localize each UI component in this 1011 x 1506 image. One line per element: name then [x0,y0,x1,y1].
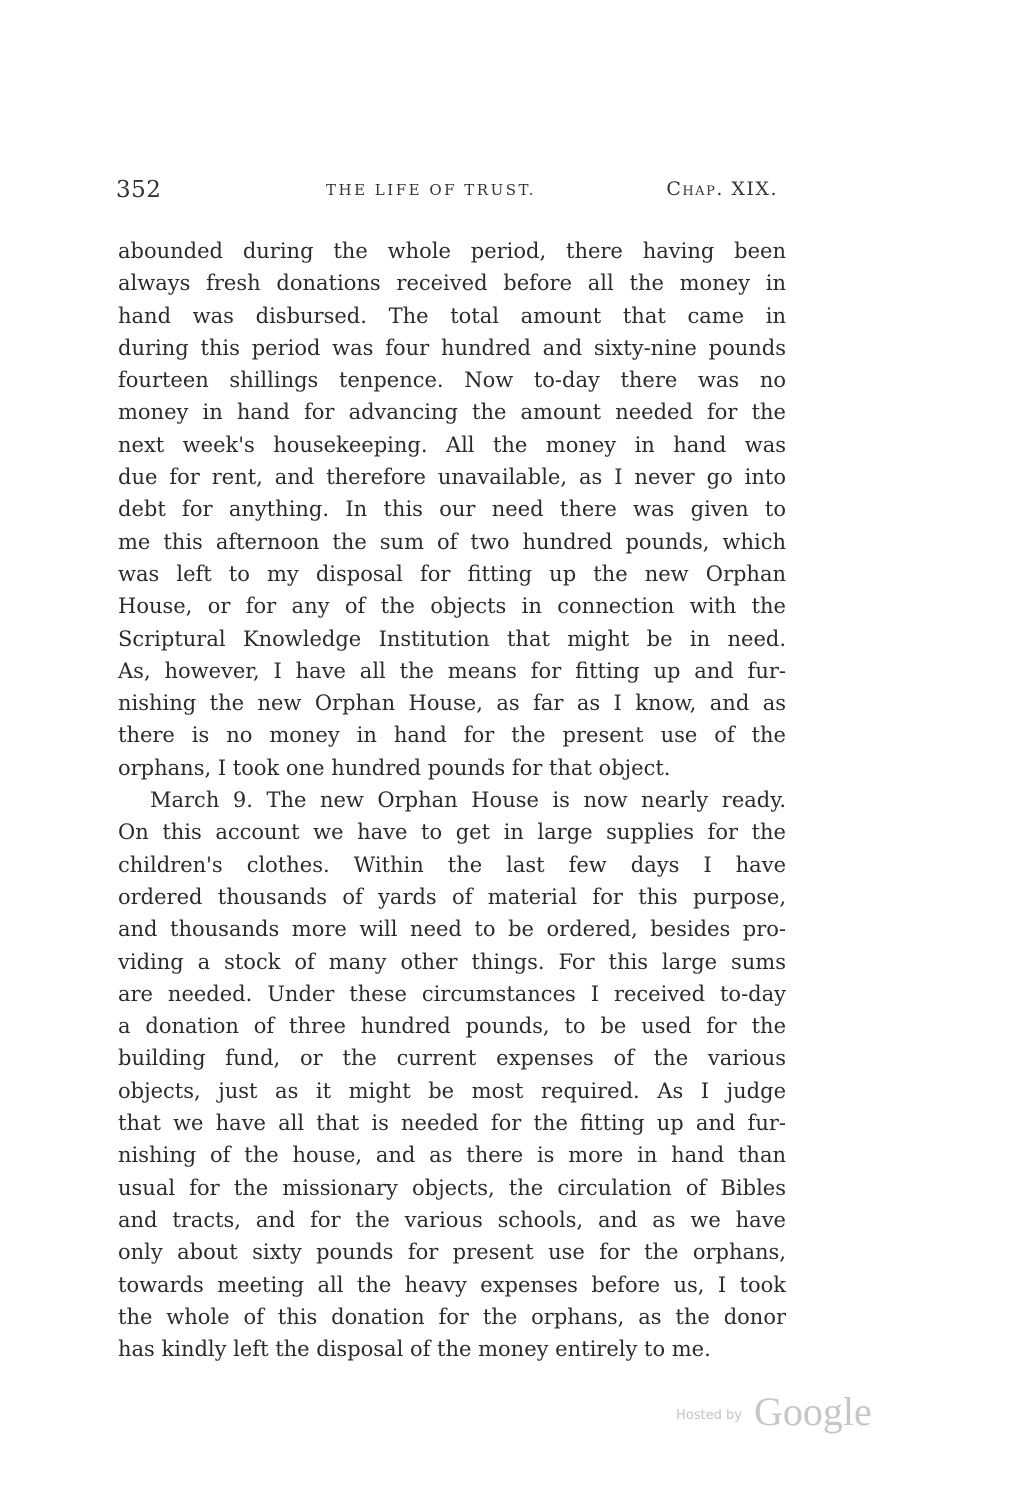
text-line: me this afternoon the sum of two hundred pounds, which [118,529,786,554]
text-line: only about sixty pounds for present use for the orphans, [118,1240,786,1265]
text-line: As, however, I have all the means for fitting up and fur- [118,658,786,683]
text-line: nishing of the house, and as there is more in hand than [118,1143,786,1168]
text-line: there is no money in hand for the present use of the [118,723,786,748]
text-line: ordered thousands of yards of material for this purpose, [118,884,786,909]
text-line: usual for the missionary objects, the circulation of Bibles [118,1175,786,1200]
page-number: 352 [116,177,162,203]
body-text [118,235,786,1365]
text-line: due for rent, and therefore unavailable, as I never go into [118,465,786,490]
text-line: next week's housekeeping. All the money in hand was [118,432,786,457]
google-logo: Google [754,1389,872,1434]
text-line: towards meeting all the heavy expenses before us, I took [118,1272,786,1297]
text-line: building fund, or the current expenses of the various [118,1046,786,1071]
text-line: March 9. The new Orphan House is now nearly ready. [150,788,786,813]
text-line: orphans, I took one hundred pounds for that object. [118,755,671,780]
text-line: abounded during the whole period, there having been [118,239,786,263]
text-line: are needed. Under these circumstances I received to-day [118,981,786,1006]
text-line: and thousands more will need to be ordered, besides pro- [118,917,786,942]
text-line: children's clothes. Within the last few days I have [118,852,786,877]
text-line: has kindly left the disposal of the money entirely to me. [118,1337,711,1362]
text-line: House, or for any of the objects in connection with the [118,594,786,619]
text-line: Scriptural Knowledge Institution that might be in need. [118,626,786,651]
text-line: that we have all that is needed for the fitting up and fur- [118,1111,786,1136]
text-line: and tracts, and for the various schools, and as we have [118,1207,786,1232]
chapter-label: Chap. XIX. [666,178,778,200]
text-line: money in hand for advancing the amount needed for the [118,400,786,425]
running-head [116,177,778,207]
hosted-by-label: Hosted by [676,1408,742,1423]
text-line: a donation of three hundred pounds, to be used for the [118,1014,786,1039]
text-line: objects, just as it might be most required. As I judge [118,1078,786,1103]
text-line: viding a stock of many other things. For this large sums [118,949,786,974]
text-line: nishing the new Orphan House, as far as I know, and as [118,691,786,716]
google-watermark [676,1390,886,1434]
text-line: always fresh donations received before all the money in [118,271,786,296]
text-line: was left to my disposal for fitting up the new Orphan [118,561,786,586]
text-line: during this period was four hundred and sixty-nine pounds [118,335,786,360]
text-line: hand was disbursed. The total amount that came in [118,303,786,328]
text-line: the whole of this donation for the orphans, as the donor [118,1304,786,1329]
text-line: On this account we have to get in large supplies for the [118,820,786,845]
text-line: fourteen shillings tenpence. Now to-day there was no [118,368,786,393]
text-line: debt for anything. In this our need there was given to [118,497,786,522]
running-title: THE LIFE OF TRUST. [326,181,537,199]
